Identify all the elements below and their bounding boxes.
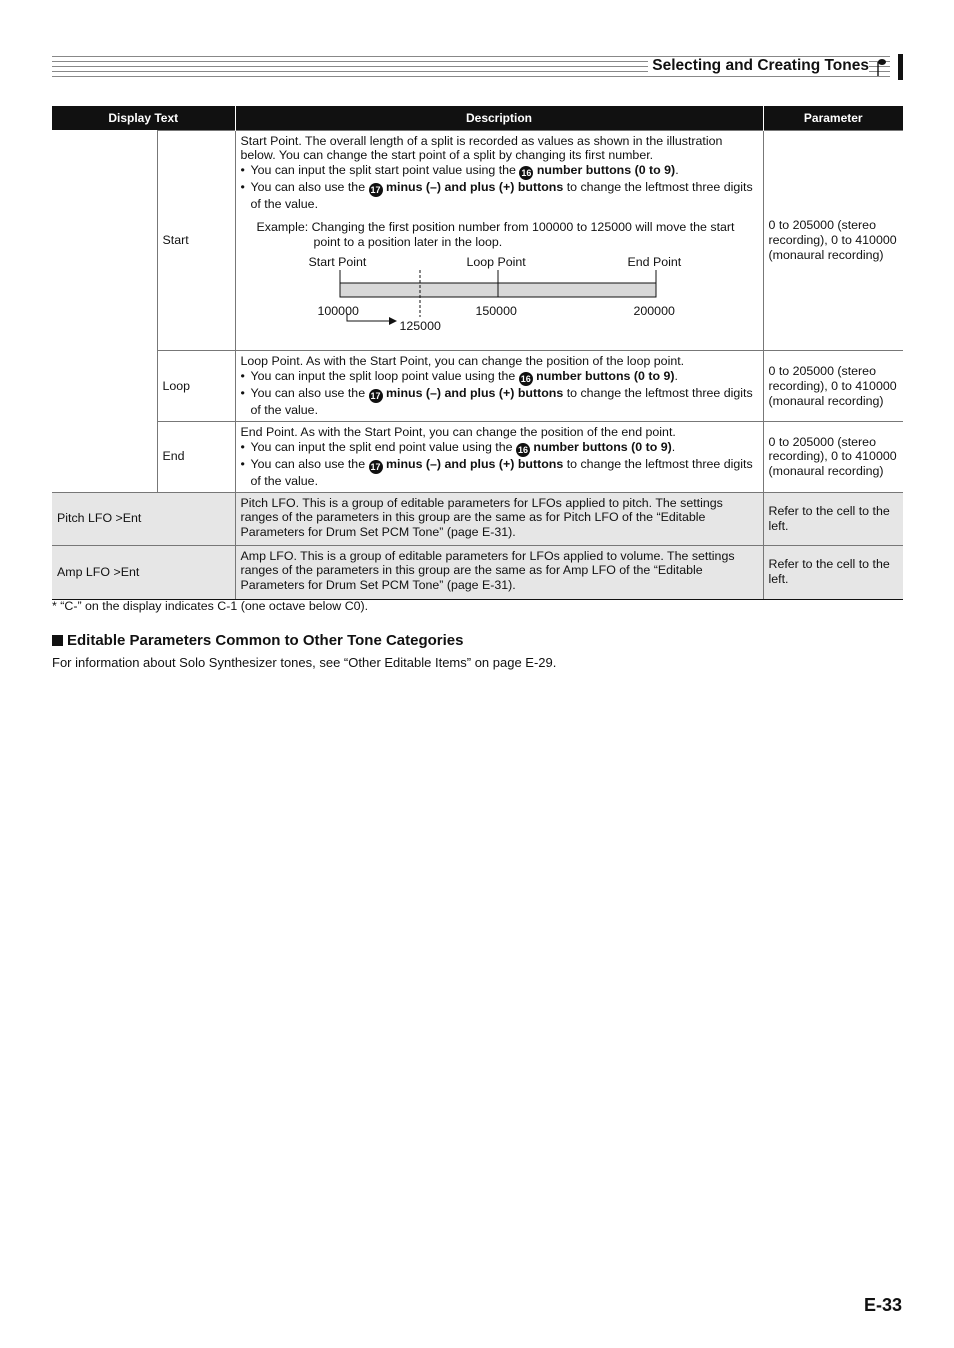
value-100000: 100000 (317, 304, 359, 319)
table-header-row (52, 106, 903, 130)
header-end-bar (898, 54, 903, 80)
section-title: Editable Parameters Common to Other Tone Categories (52, 632, 463, 649)
group-spacer (52, 130, 157, 492)
table-row (52, 422, 903, 493)
music-note-icon (875, 57, 893, 77)
number-17-icon: 17 (370, 185, 381, 196)
value-200000: 200000 (633, 304, 675, 319)
start-bullet-1: • You can input the split start point value using the 16 number buttons (0 to 9). (241, 163, 758, 180)
parameter-table (52, 106, 903, 600)
parameter-loop: 0 to 205000 (stereo recording), 0 to 410000 (monaural recording) (763, 351, 903, 422)
end-intro: End Point. As with the Start Point, you can change the position of the end point. (240, 425, 676, 440)
end-bullet-2: • You can also use the 17 minus (–) and plus (+) buttons to change the leftmost three digits of the value. (241, 457, 758, 489)
start-bullet-2: • You can also use the 17 minus (–) and plus (+) buttons to change the leftmost three digits of the value. (241, 180, 758, 212)
end-point-label: End Point (627, 255, 682, 270)
parameter-pitch-lfo: Refer to the cell to the left. (763, 492, 903, 545)
parameter-amp-lfo: Refer to the cell to the left. (763, 545, 903, 599)
table-row (52, 492, 903, 545)
start-example: Example: Changing the first position number from 100000 to 125000 will move the start point to a position later in the loop. (256, 219, 735, 249)
number-16-icon: 16 (520, 374, 531, 385)
value-150000: 150000 (475, 304, 517, 319)
description-pitch-lfo: Pitch LFO. This is a group of editable parameters for LFOs applied to pitch. The settings ranges of the parameters in this group are the same as for Pitch LFO of the “Editable Parameters for Drum Set PCM Tone” (page E-31). (235, 492, 763, 545)
table-row (52, 545, 903, 599)
square-bullet-icon (52, 635, 63, 646)
description-start (235, 130, 763, 351)
display-text-start: Start (157, 130, 235, 351)
footnote: * “C-” on the display indicates C-1 (one octave below C0). (52, 599, 369, 613)
col-header-description: Description (235, 106, 763, 130)
header-title: Selecting and Creating Tones (648, 57, 869, 75)
section-body: For information about Solo Synthesizer tones, see “Other Editable Items” on page E-29. (52, 655, 557, 670)
table-row (52, 130, 903, 351)
description-loop (235, 351, 763, 422)
page-header (52, 54, 903, 80)
parameter-end: 0 to 205000 (stereo recording), 0 to 410000 (monaural recording) (763, 422, 903, 493)
display-text-pitch-lfo: Pitch LFO >Ent (52, 492, 235, 545)
loop-intro: Loop Point. As with the Start Point, you can change the position of the loop point. (240, 354, 685, 369)
loop-bullet-1: • You can input the split loop point value using the 16 number buttons (0 to 9). (241, 369, 758, 386)
col-header-display: Display Text (52, 106, 235, 130)
display-text-loop: Loop (157, 351, 235, 422)
loop-point-label: Loop Point (466, 255, 526, 270)
table-row (52, 351, 903, 422)
value-125000: 125000 (399, 319, 441, 334)
start-intro: Start Point. The overall length of a split is recorded as values as shown in the illustration below. You can change the start point of a split by changing its first number. (240, 133, 723, 163)
number-17-icon: 17 (370, 461, 381, 472)
parameter-start: 0 to 205000 (stereo recording), 0 to 410000 (monaural recording) (763, 130, 903, 351)
col-header-parameter: Parameter (763, 106, 903, 130)
display-text-end: End (157, 422, 235, 493)
description-end (235, 422, 763, 493)
display-text-amp-lfo: Amp LFO >Ent (52, 545, 235, 599)
split-diagram (241, 257, 758, 347)
start-point-label: Start Point (308, 255, 367, 270)
description-amp-lfo: Amp LFO. This is a group of editable parameters for LFOs applied to volume. The settings ranges of the parameters in this group are the same as for Amp LFO of the “Editable Parameters for Drum Set PCM Tone” (page E-31). (235, 545, 763, 599)
number-16-icon: 16 (517, 444, 528, 455)
split-bar-graphic (241, 257, 761, 347)
number-17-icon: 17 (370, 391, 381, 402)
end-bullet-1: • You can input the split end point value using the 16 number buttons (0 to 9). (241, 440, 758, 457)
loop-bullet-2: • You can also use the 17 minus (–) and plus (+) buttons to change the leftmost three digits of the value. (241, 386, 758, 418)
number-16-icon: 16 (521, 168, 532, 179)
page-number: E-33 (863, 1295, 902, 1315)
